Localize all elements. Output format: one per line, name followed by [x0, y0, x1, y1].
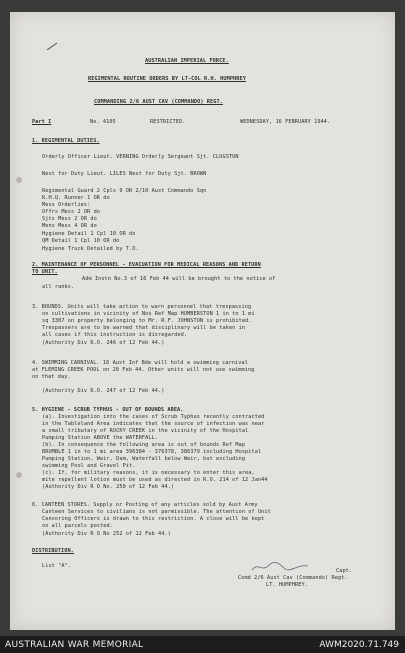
- body-line: Trespassers are to be warned that disciplinary will be taken in: [42, 325, 246, 331]
- section-heading: 1. REGIMENTAL DUTIES.: [32, 138, 100, 144]
- section-heading: TO UNIT.: [32, 269, 58, 275]
- signature-line: LT. HUMPHREY.: [266, 582, 308, 588]
- body-line: 4. SWIMMING CARNIVAL. 16 Aust Inf Bde will hold a swimming carnival: [32, 360, 248, 366]
- body-line: Pumping Station ABOVE the WATERFALL.: [42, 435, 159, 441]
- body-line: Pumping Station, Weir, Dam, Waterfall below Weir, but excluding: [42, 456, 246, 462]
- institution-name: AUSTRALIAN WAR MEMORIAL: [5, 640, 144, 650]
- body-line: mite repellent lotion must be used as directed in R.O. 214 of 12 Jan44: [42, 477, 268, 483]
- distribution-list: List "A".: [42, 563, 72, 569]
- record-id: AWM2020.71.749: [319, 640, 399, 650]
- body-line: Canteen Services to civilians is not permissible. The attention of Unit: [42, 509, 271, 515]
- body-line: 5. HYGIENE - SCRUB TYPHUS - OUT OF BOUNDS AREA.: [32, 407, 184, 413]
- body-line: Censoring Officers is drawn to this restriction. A close will be kept: [42, 516, 265, 522]
- body-line: on cultivations in vicinity of Nos Ref Map HUMBERSTON 1 in to 1 mi: [42, 311, 255, 317]
- duty-row: Hygiene Truck Detailed by T.O.: [42, 246, 139, 252]
- punch-hole: [16, 472, 22, 478]
- doc-title: AUSTRALIAN IMPERIAL FORCE.: [145, 58, 229, 64]
- body-line: swimming Pool and Gravel Pit.: [42, 463, 136, 469]
- part-label: Part I: [32, 119, 52, 125]
- body-line: sq 3307 on property belonging to Mr. R.F. JOHNSTON is prohibited.: [42, 318, 252, 324]
- body-line: all cases if this instruction is disregarded.: [42, 332, 188, 338]
- duty-row: Next for Duty Lieut. LILES Next for Duty Sjt. BROWN: [42, 171, 207, 177]
- body-line: (c). If, for military reasons, it is necessary to enter this area,: [42, 470, 255, 476]
- signature-rank: Capt.: [336, 568, 353, 574]
- document-page: [10, 12, 395, 630]
- signature-line: Comd 2/6 Aust Cav (Commando) Regt.: [238, 575, 348, 581]
- body-line: on all parcels posted.: [42, 523, 113, 529]
- body-line: at FLEMING CREEK POOL on 20 Feb 44. Other units will not use swimming: [32, 367, 255, 373]
- body-line: (b). In consequence the following area is out of bounds Ref Map: [42, 442, 246, 448]
- punch-hole: [16, 177, 22, 183]
- order-number: No. 4105: [90, 119, 116, 125]
- footer-bar: [0, 636, 405, 653]
- body-line: a small tributary of ROCKY CREEK in the vicinity of the Hospital: [42, 428, 249, 434]
- authority-line: (Authority Div R.O. 246 of 12 Feb 44.): [42, 340, 165, 346]
- signature-scribble: [250, 560, 310, 574]
- authority-line: (Authority Div R O No 252 of 12 Feb 44.): [42, 531, 171, 537]
- duty-row: R.H.Q. Runner 1 OR do: [42, 195, 110, 201]
- body-line: in the Tableland Area indicates that the source of infection was near: [42, 421, 265, 427]
- distribution-heading: DISTRIBUTION.: [32, 548, 74, 554]
- command-line: COMMANDING 2/6 AUST CAV (COMMANDO) REGT.: [94, 99, 223, 105]
- duty-row: Hygiene Detail 1 Cpl 10 OR do: [42, 231, 136, 237]
- body-line: on that day.: [32, 374, 71, 380]
- section-heading: 2. MAINTENANCE OF PERSONNEL - EVACUATION FOR MEDICAL REASONS AND RETURN: [32, 262, 261, 268]
- duty-row: Orderly Officer Lieut. VERNING Orderly Sergeant Sjt. CLUGSTON: [42, 154, 239, 160]
- authority-line: (Authority Div R O No. 250 of 12 Feb 44.): [42, 484, 175, 490]
- authority-line: (Authority Div R.O. 247 of 12 Feb 44.): [42, 388, 165, 394]
- body-line: Adm Instn No.3 of 16 Feb 44 will be brought to the notice of: [82, 276, 276, 282]
- duty-row: Sjts Mess 2 OR do: [42, 216, 97, 222]
- body-line: (a). Investigation into the cases of Scrub Typhus recently contracted: [42, 414, 265, 420]
- duty-row: QM Detail 1 Cpl 10 OR do: [42, 238, 120, 244]
- classification: RESTRICTED.: [150, 119, 186, 125]
- body-line: all ranks.: [42, 284, 75, 290]
- duty-row: Regimental Guard 2 Cpls 9 OR 2/10 Aust Commando Sqn: [42, 188, 207, 194]
- body-line: 3. BOUNDS. Units will take action to warn personnel that trespassing: [32, 304, 252, 310]
- duty-row: Mess Orderlies:: [42, 202, 91, 208]
- orders-line: REGIMENTAL ROUTINE ORDERS BY LT-COL R.H. HUMPHREY: [88, 76, 246, 82]
- order-date: WEDNESDAY, 16 FEBRUARY 1944.: [240, 119, 331, 125]
- body-line: BRUMBLE 1 in to 1 mi area 396384 - 376378, 386379 including Hospital: [42, 449, 262, 455]
- body-line: 6. CANTEEN STORES. Supply or Posting of any articles sold by Aust Army: [32, 502, 258, 508]
- pen-mark: [47, 43, 57, 51]
- duty-row: Offrs Mess 2 OR do: [42, 209, 101, 215]
- duty-row: Mens Mess 4 OR do: [42, 223, 97, 229]
